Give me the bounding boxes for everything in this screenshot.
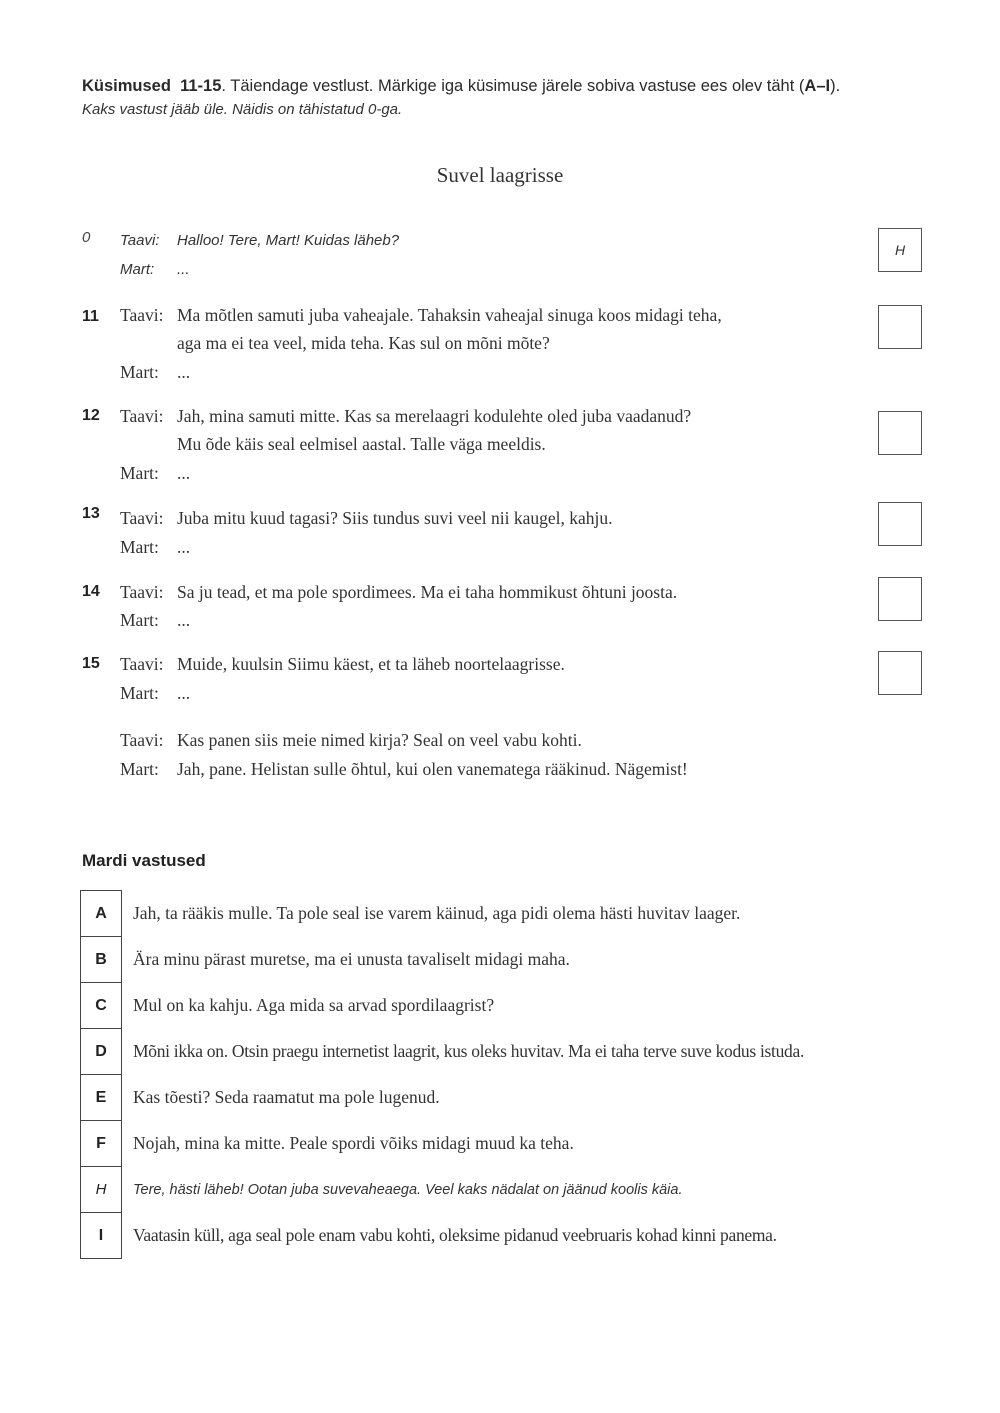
mart-reply: ... — [177, 537, 191, 557]
speaker-taavi: Taavi: — [120, 508, 164, 528]
letter-range: A–I — [804, 77, 831, 95]
option-row — [81, 1121, 805, 1167]
dialogue-line: Halloo! Tere, Mart! Kuidas läheb? — [177, 232, 400, 249]
dialogue-title: Suvel laagrisse — [436, 163, 564, 187]
dialogue-line: Jah, mina samuti mitte. Kas sa merelaagri kodulehte oled juba vaadanud? — [177, 406, 692, 426]
dialogue-line: Sa ju tead, et ma pole spordimees. Ma ei taha hommikust õhtuni joosta. — [177, 582, 678, 602]
option-letter: B — [81, 937, 122, 983]
options-title: Mardi vastused — [82, 851, 206, 870]
question-number: 15 — [82, 655, 100, 672]
option-letter: E — [81, 1075, 122, 1121]
option-text: Vaatasin küll, aga seal pole enam vabu kohti, oleksime pidanud veebruaris kohad kinni panema. — [133, 1225, 777, 1245]
instructions-label: Küsimused — [82, 77, 171, 95]
closing-line: Jah, pane. Helistan sulle õhtul, kui olen vanematega rääkinud. Nägemist! — [177, 759, 688, 779]
options-table — [80, 890, 805, 1259]
option-row — [81, 1075, 805, 1121]
option-text: Nojah, mina ka mitte. Peale spordi võiks midagi muud ka teha. — [133, 1133, 574, 1153]
option-row — [81, 891, 805, 937]
answer-box-13[interactable] — [878, 502, 922, 546]
speaker-mart: Mart: — [120, 610, 159, 630]
speaker-mart: Mart: — [120, 759, 159, 779]
instructions-text-end: ). — [830, 77, 841, 95]
speaker-mart: Mart: — [120, 537, 159, 557]
speaker-taavi: Taavi: — [120, 582, 164, 602]
answer-box-12[interactable] — [878, 411, 922, 455]
option-row — [81, 1029, 805, 1075]
mart-reply: ... — [177, 362, 191, 382]
option-letter: C — [81, 983, 122, 1029]
instructions-text: . Täiendage vestlust. Märkige iga küsimuse järele sobiva vastuse ees olev täht ( — [221, 77, 805, 95]
instructions — [82, 74, 952, 122]
dialogue-line: Muide, kuulsin Siimu käest, et ta läheb noortelaagrisse. — [177, 654, 565, 674]
speaker-mart: Mart: — [120, 261, 155, 278]
mart-reply: ... — [177, 610, 191, 630]
speaker-taavi: Taavi: — [120, 730, 164, 750]
option-text: Mõni ikka on. Otsin praegu internetist laagrit, kus oleks huvitav. Ma ei taha terve suve kodus istuda. — [133, 1041, 805, 1061]
option-row — [81, 1213, 805, 1259]
dialogue-line: Ma mõtlen samuti juba vaheajale. Tahaksin vaheajal sinuga koos midagi teha, — [177, 305, 722, 325]
speaker-mart: Mart: — [120, 683, 159, 703]
option-letter: F — [81, 1121, 122, 1167]
answer-box-14[interactable] — [878, 577, 922, 621]
option-row — [81, 1167, 805, 1213]
mart-reply: ... — [177, 261, 190, 278]
option-text: Mul on ka kahju. Aga mida sa arvad spordilaagrist? — [133, 995, 495, 1015]
speaker-mart: Mart: — [120, 463, 159, 483]
speaker-taavi: Taavi: — [120, 406, 164, 426]
question-number: 12 — [82, 407, 100, 424]
mart-reply: ... — [177, 683, 191, 703]
option-letter: A — [81, 891, 122, 937]
dialogue-line: Juba mitu kuud tagasi? Siis tundus suvi veel nii kaugel, kahju. — [177, 508, 613, 528]
dialogue-line: aga ma ei tea veel, mida teha. Kas sul on mõni mõte? — [177, 333, 550, 353]
question-number: 11 — [82, 308, 99, 325]
mart-reply: ... — [177, 463, 191, 483]
instructions-line — [82, 74, 952, 98]
option-text: Jah, ta rääkis mulle. Ta pole seal ise varem käinud, aga pidi olema hästi huvitav laager. — [133, 903, 741, 923]
option-row — [81, 937, 805, 983]
speaker-taavi: Taavi: — [120, 305, 164, 325]
answer-box-0: H — [878, 228, 922, 272]
dialogue-line: Mu õde käis seal eelmisel aastal. Talle väga meeldis. — [177, 434, 546, 454]
option-letter: H — [81, 1167, 122, 1213]
speaker-mart: Mart: — [120, 362, 159, 382]
speaker-taavi: Taavi: — [120, 654, 164, 674]
answer-box-11[interactable] — [878, 305, 922, 349]
question-number: 0 — [82, 229, 91, 246]
option-text: Ära minu pärast muretse, ma ei unusta tavaliselt midagi maha. — [133, 949, 570, 969]
option-text: Kas tõesti? Seda raamatut ma pole lugenud. — [133, 1087, 440, 1107]
answer-box-15[interactable] — [878, 651, 922, 695]
closing-line: Kas panen siis meie nimed kirja? Seal on veel vabu kohti. — [177, 730, 582, 750]
option-letter: D — [81, 1029, 122, 1075]
question-range: 11-15 — [180, 77, 222, 95]
option-text: Tere, hästi läheb! Ootan juba suvevaheaega. Veel kaks nädalat on jäänud koolis käia. — [133, 1181, 683, 1198]
speaker-taavi: Taavi: — [120, 232, 160, 249]
option-letter: I — [81, 1213, 122, 1259]
question-number: 14 — [82, 583, 100, 600]
instructions-note: Kaks vastust jääb üle. Näidis on tähistatud 0-ga. — [82, 101, 403, 118]
question-number: 13 — [82, 505, 100, 522]
option-row — [81, 983, 805, 1029]
